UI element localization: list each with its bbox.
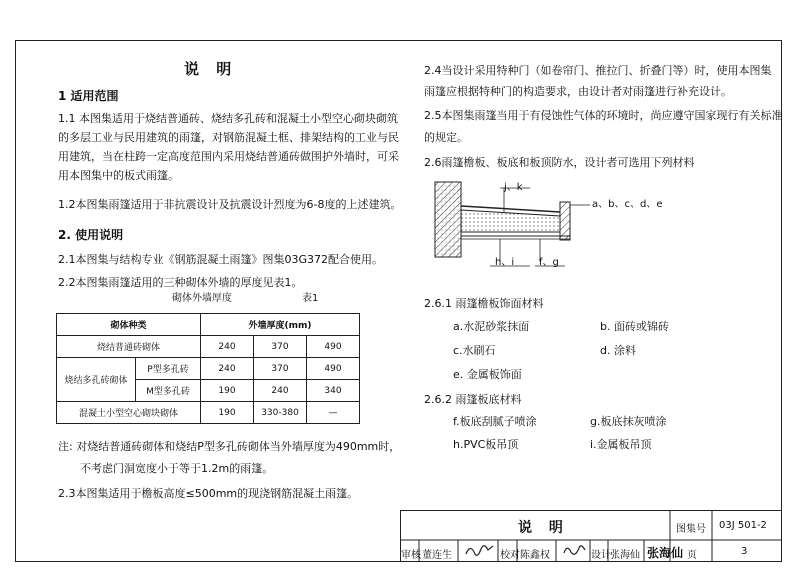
table-cell: M型多孔砖: [136, 380, 201, 402]
table-row: [57, 358, 360, 380]
para-2-4-line1: 2.4当设计采用特种门（如卷帘门、推拉门、折叠门等）时，使用本图集: [424, 64, 772, 77]
note-line1: 注: 对烧结普通砖砌体和烧结P型多孔砖砌体当外墙厚度为490mm时，: [58, 440, 401, 453]
reviewer-name: 董连生: [422, 550, 452, 561]
table-cell: 490: [307, 358, 360, 380]
material-a: a.水泥砂浆抹面: [453, 320, 530, 333]
para-1-1-line2: 的多层工业与民用建筑的雨篷，对钢筋混凝土框、排架结构的工业与民: [58, 131, 399, 144]
table-cell: 340: [307, 380, 360, 402]
section-1-heading: 1 适用范围: [58, 89, 119, 103]
atlas-number: 03J 501-2: [719, 520, 767, 531]
material-g: g.板底抹灰喷涂: [590, 415, 667, 428]
page-label: 页: [687, 550, 697, 561]
material-e: e. 金属板饰面: [453, 368, 522, 381]
para-2-6: 2.6雨篷檐板、板底和板顶防水，设计者可选用下列材料: [424, 156, 695, 169]
table-cell: 240: [201, 336, 254, 358]
para-2-5-line2: 的规定。: [424, 131, 468, 144]
section-2-6-1: 2.6.1 雨篷檐板饰面材料: [424, 297, 544, 310]
table-cell: 烧结普通砖砌体: [57, 336, 201, 358]
table-row: [57, 336, 360, 358]
table-cell: 240: [201, 358, 254, 380]
section-2-6-2: 2.6.2 雨篷板底材料: [424, 393, 522, 406]
section-2-heading: 2. 使用说明: [58, 228, 124, 242]
table-caption: 砌体外墙厚度: [172, 293, 232, 304]
table-number: 表1: [302, 293, 319, 304]
designer-signature: 张海仙: [647, 546, 684, 560]
title-block: [400, 510, 782, 562]
material-c: c.水刷石: [453, 344, 496, 357]
diagram-label-jk: j、k: [504, 182, 523, 193]
table-cell: 490: [307, 336, 360, 358]
table-cell: 190: [201, 402, 254, 424]
diagram-label-fg: f、g: [539, 257, 559, 268]
atlas-label: 图集号: [676, 524, 706, 535]
para-1-1-line1: 1.1 本图集适用于烧结普通砖、烧结多孔砖和混凝土小型空心砌块砌筑: [58, 112, 398, 125]
material-h: h.PVC板吊顶: [453, 438, 519, 451]
material-f: f.板底刮腻子喷涂: [453, 415, 537, 428]
title-block-title: 说 明: [518, 520, 569, 536]
designer-name: 张海仙: [610, 550, 640, 561]
diagram-label-hi: h、i: [495, 257, 515, 268]
para-2-2: 2.2本图集雨篷适用的三种砌体外墙的厚度见表1。: [58, 276, 303, 289]
table-header: 外墙厚度(mm): [201, 314, 360, 336]
para-2-1: 2.1本图集与结构专业《钢筋混凝土雨篷》图集03G372配合使用。: [58, 253, 384, 266]
material-b: b. 面砖或锦砖: [600, 320, 669, 333]
table-cell: —: [307, 402, 360, 424]
table-cell: P型多孔砖: [136, 358, 201, 380]
table-header: 砌体种类: [57, 314, 201, 336]
table-cell: 190: [201, 380, 254, 402]
proofer-name: 陈鑫权: [520, 550, 550, 561]
page-number: 3: [741, 546, 748, 557]
table-cell: 烧结多孔砖砌体: [57, 358, 136, 402]
table-row: [57, 402, 360, 424]
material-i: i.金属板吊顶: [590, 438, 652, 451]
review-label: 审核: [401, 550, 421, 561]
canopy-section-diagram: [420, 172, 650, 282]
para-1-1-line3: 用建筑，当在柱跨一定高度范围内采用烧结普通砖做围护外墙时，可采: [58, 150, 399, 163]
wall-thickness-table: [56, 313, 360, 424]
para-2-5-line1: 2.5本图集雨篷当用于有侵蚀性气体的环境时，尚应遵守国家现行有关标准: [424, 109, 783, 122]
para-1-2: 1.2本图集雨篷适用于非抗震设计及抗震设计烈度为6-8度的上述建筑。: [58, 198, 402, 211]
page-title: 说 明: [184, 60, 238, 78]
material-d: d. 涂料: [600, 344, 636, 357]
para-2-4-line2: 雨篷应根据特种门的构造要求，由设计者对雨篷进行补充设计。: [424, 85, 732, 98]
diagram-label-abcde: a、b、c、d、e: [592, 199, 663, 210]
table-cell: 混凝土小型空心砌块砌体: [57, 402, 201, 424]
para-1-1-line4: 用本图集中的板式雨篷。: [58, 169, 179, 182]
design-label: 设计: [591, 550, 611, 561]
note-line2: 不考虑门洞宽度小于等于1.2m的雨篷。: [80, 462, 274, 475]
para-2-3: 2.3本图集适用于檐板高度≤500mm的现浇钢筋混凝土雨篷。: [58, 487, 359, 500]
table-cell: 370: [254, 358, 307, 380]
proof-label: 校对: [500, 550, 520, 561]
table-header-row: [57, 314, 360, 336]
table-cell: 240: [254, 380, 307, 402]
table-cell: 330-380: [254, 402, 307, 424]
table-cell: 370: [254, 336, 307, 358]
